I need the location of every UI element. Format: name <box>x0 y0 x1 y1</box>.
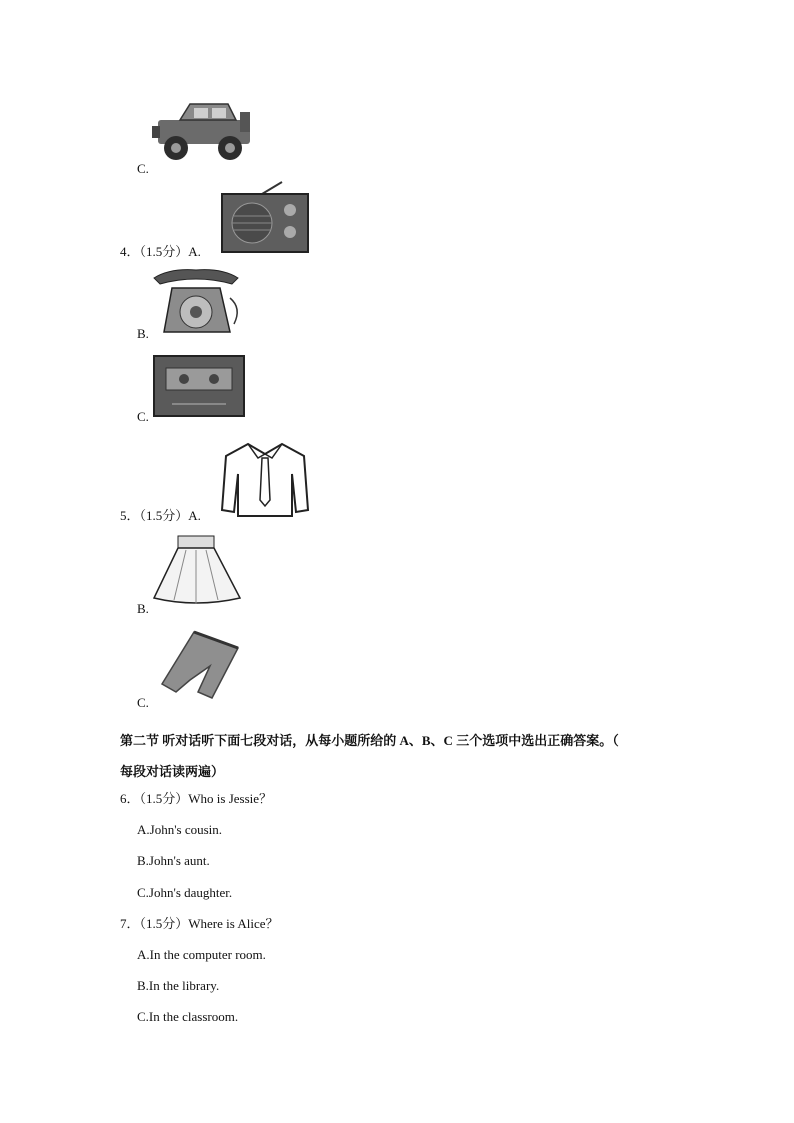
q7-option-a: A.In the computer room. <box>137 947 266 962</box>
cassette-image <box>152 354 246 418</box>
q4-option-c-label: C. <box>137 409 149 424</box>
q5-option-b-label: B. <box>137 601 149 616</box>
q5-question-label: 5．（1.5分）A. <box>120 508 201 523</box>
q6-question: 6．（1.5分）Who is Jessie？ <box>120 791 273 806</box>
skirt-image <box>150 534 244 608</box>
section-2-instruction-line-2: 每段对话读两遍） <box>120 764 225 779</box>
q6-option-a: A.John's cousin. <box>137 822 223 837</box>
q5-option-c-label: C. <box>137 695 149 710</box>
q6-option-c: C.John's daughter. <box>137 885 233 900</box>
q7-option-b: B.In the library. <box>137 978 220 993</box>
trousers-image <box>150 628 242 700</box>
q7-question: 7．（1.5分）Where is Alice？ <box>120 916 279 931</box>
q7-option-c: C.In the classroom. <box>137 1009 239 1024</box>
q4-question-label: 4．（1.5分）A. <box>120 244 201 259</box>
q3-option-c-label: C. <box>137 161 149 176</box>
shirt-image <box>218 440 312 518</box>
radio-image <box>220 180 312 254</box>
jeep-image <box>150 98 258 166</box>
q4-option-b-label: B. <box>137 326 149 341</box>
section-2-instruction-line-1: 第二节 听对话听下面七段对话，从每小题所给的 A、B、C 三个选项中选出正确答案。（ <box>120 733 619 748</box>
q6-option-b: B.John's aunt. <box>137 853 210 868</box>
telephone-image <box>150 268 244 336</box>
